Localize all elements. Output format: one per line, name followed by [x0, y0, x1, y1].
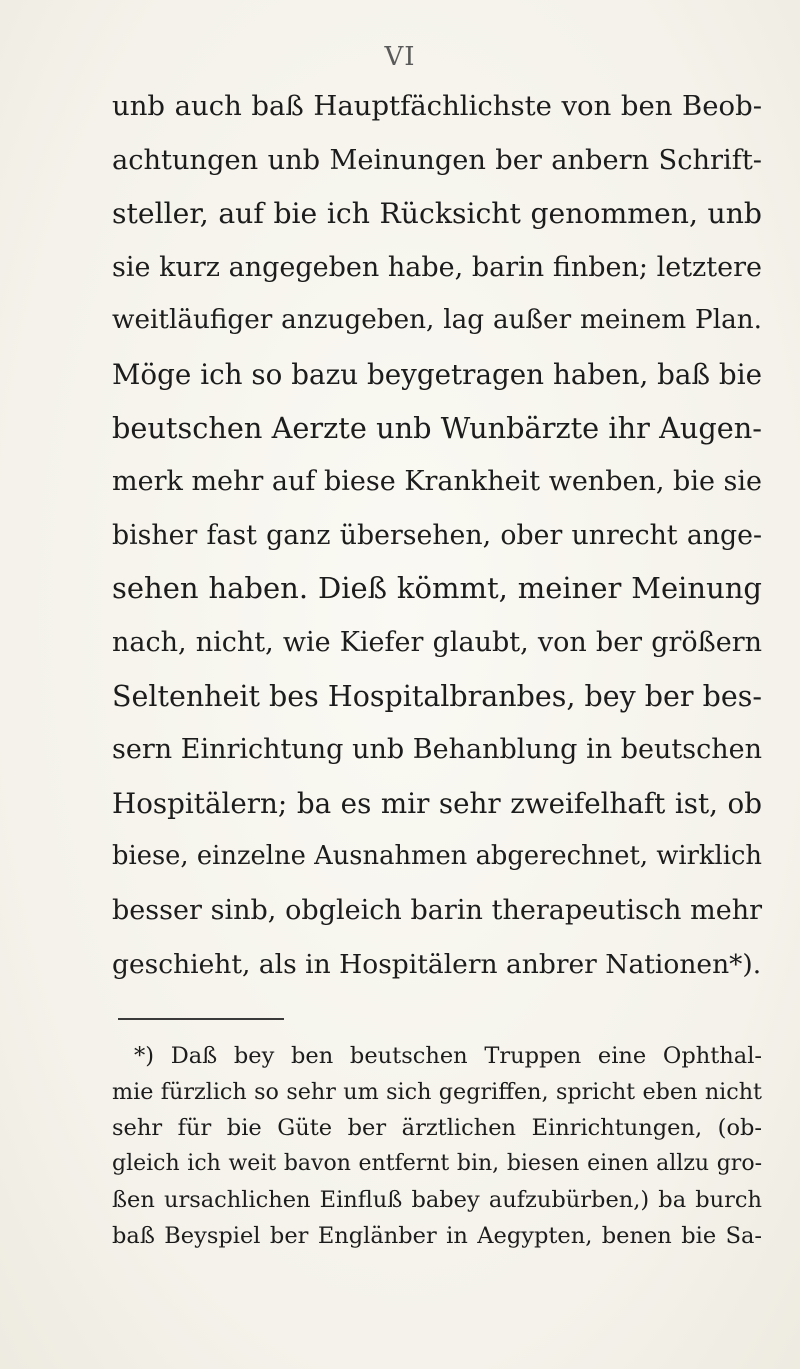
text-line: achtungen unb Meinungen ber anbern Schrift- — [112, 144, 762, 176]
text-line: Möge ich so bazu beygetragen haben, baß bie — [112, 357, 762, 391]
text-line: besser sinb, obgleich barin therapeutisch mehr — [112, 894, 762, 926]
text-line: sern Einrichtung unb Behanblung in beutschen — [112, 734, 762, 766]
text-line: Seltenheit bes Hospitalbranbes, bey ber bes- — [112, 679, 762, 713]
footnote-line: baß Beyspiel ber Englänber in Aegypten, benen bie Sa- — [112, 1223, 762, 1249]
text-line: Hospitälern; ba es mir sehr zweifelhaft ist, ob — [112, 786, 762, 820]
text-line: bisher fast ganz übersehen, ober unrecht ange- — [112, 519, 762, 551]
text-line: sehen haben. Dieß kömmt, meiner Meinung — [112, 571, 762, 606]
footnote-line: sehr für bie Güte ber ärztlichen Einrichtungen, (ob- — [112, 1115, 762, 1141]
text-line: sie kurz angegeben habe, barin finben; letztere — [112, 251, 762, 283]
body-text — [112, 80, 762, 991]
text-line: nach, nicht, wie Kiefer glaubt, von ber größern — [112, 626, 762, 658]
text-line: geschieht, als in Hospitälern anbrer Nationen*). — [112, 948, 762, 980]
text-line: biese, einzelne Ausnahmen abgerechnet, wirklich — [112, 841, 762, 872]
text-line: unb auch baß Hauptfächlichste von ben Beob- — [112, 90, 762, 122]
text-line: beutschen Aerzte unb Wunbärzte ihr Augen- — [112, 410, 762, 445]
footnote-line: gleich ich weit bavon entfernt bin, biesen einen allzu gro- — [112, 1151, 762, 1176]
text-line: steller, auf bie ich Rücksicht genommen, unb — [112, 197, 762, 231]
page-number: VI — [384, 42, 416, 72]
text-line: merk mehr auf biese Krankheit wenben, bie sie — [112, 466, 762, 498]
footnote-line: ßen ursachlichen Einfluß babey aufzubürben,) ba burch — [112, 1187, 762, 1213]
text-line: weitläufiger anzugeben, lag außer meinem Plan. — [112, 305, 762, 336]
footnote-line: mie fürzlich so sehr um sich gegriffen, spricht eben nicht — [112, 1079, 762, 1105]
footnote-line: *) Daß bey ben beutschen Truppen eine Ophthal- — [134, 1043, 762, 1069]
footnote — [112, 1038, 762, 1254]
footnote-rule — [118, 1018, 284, 1020]
